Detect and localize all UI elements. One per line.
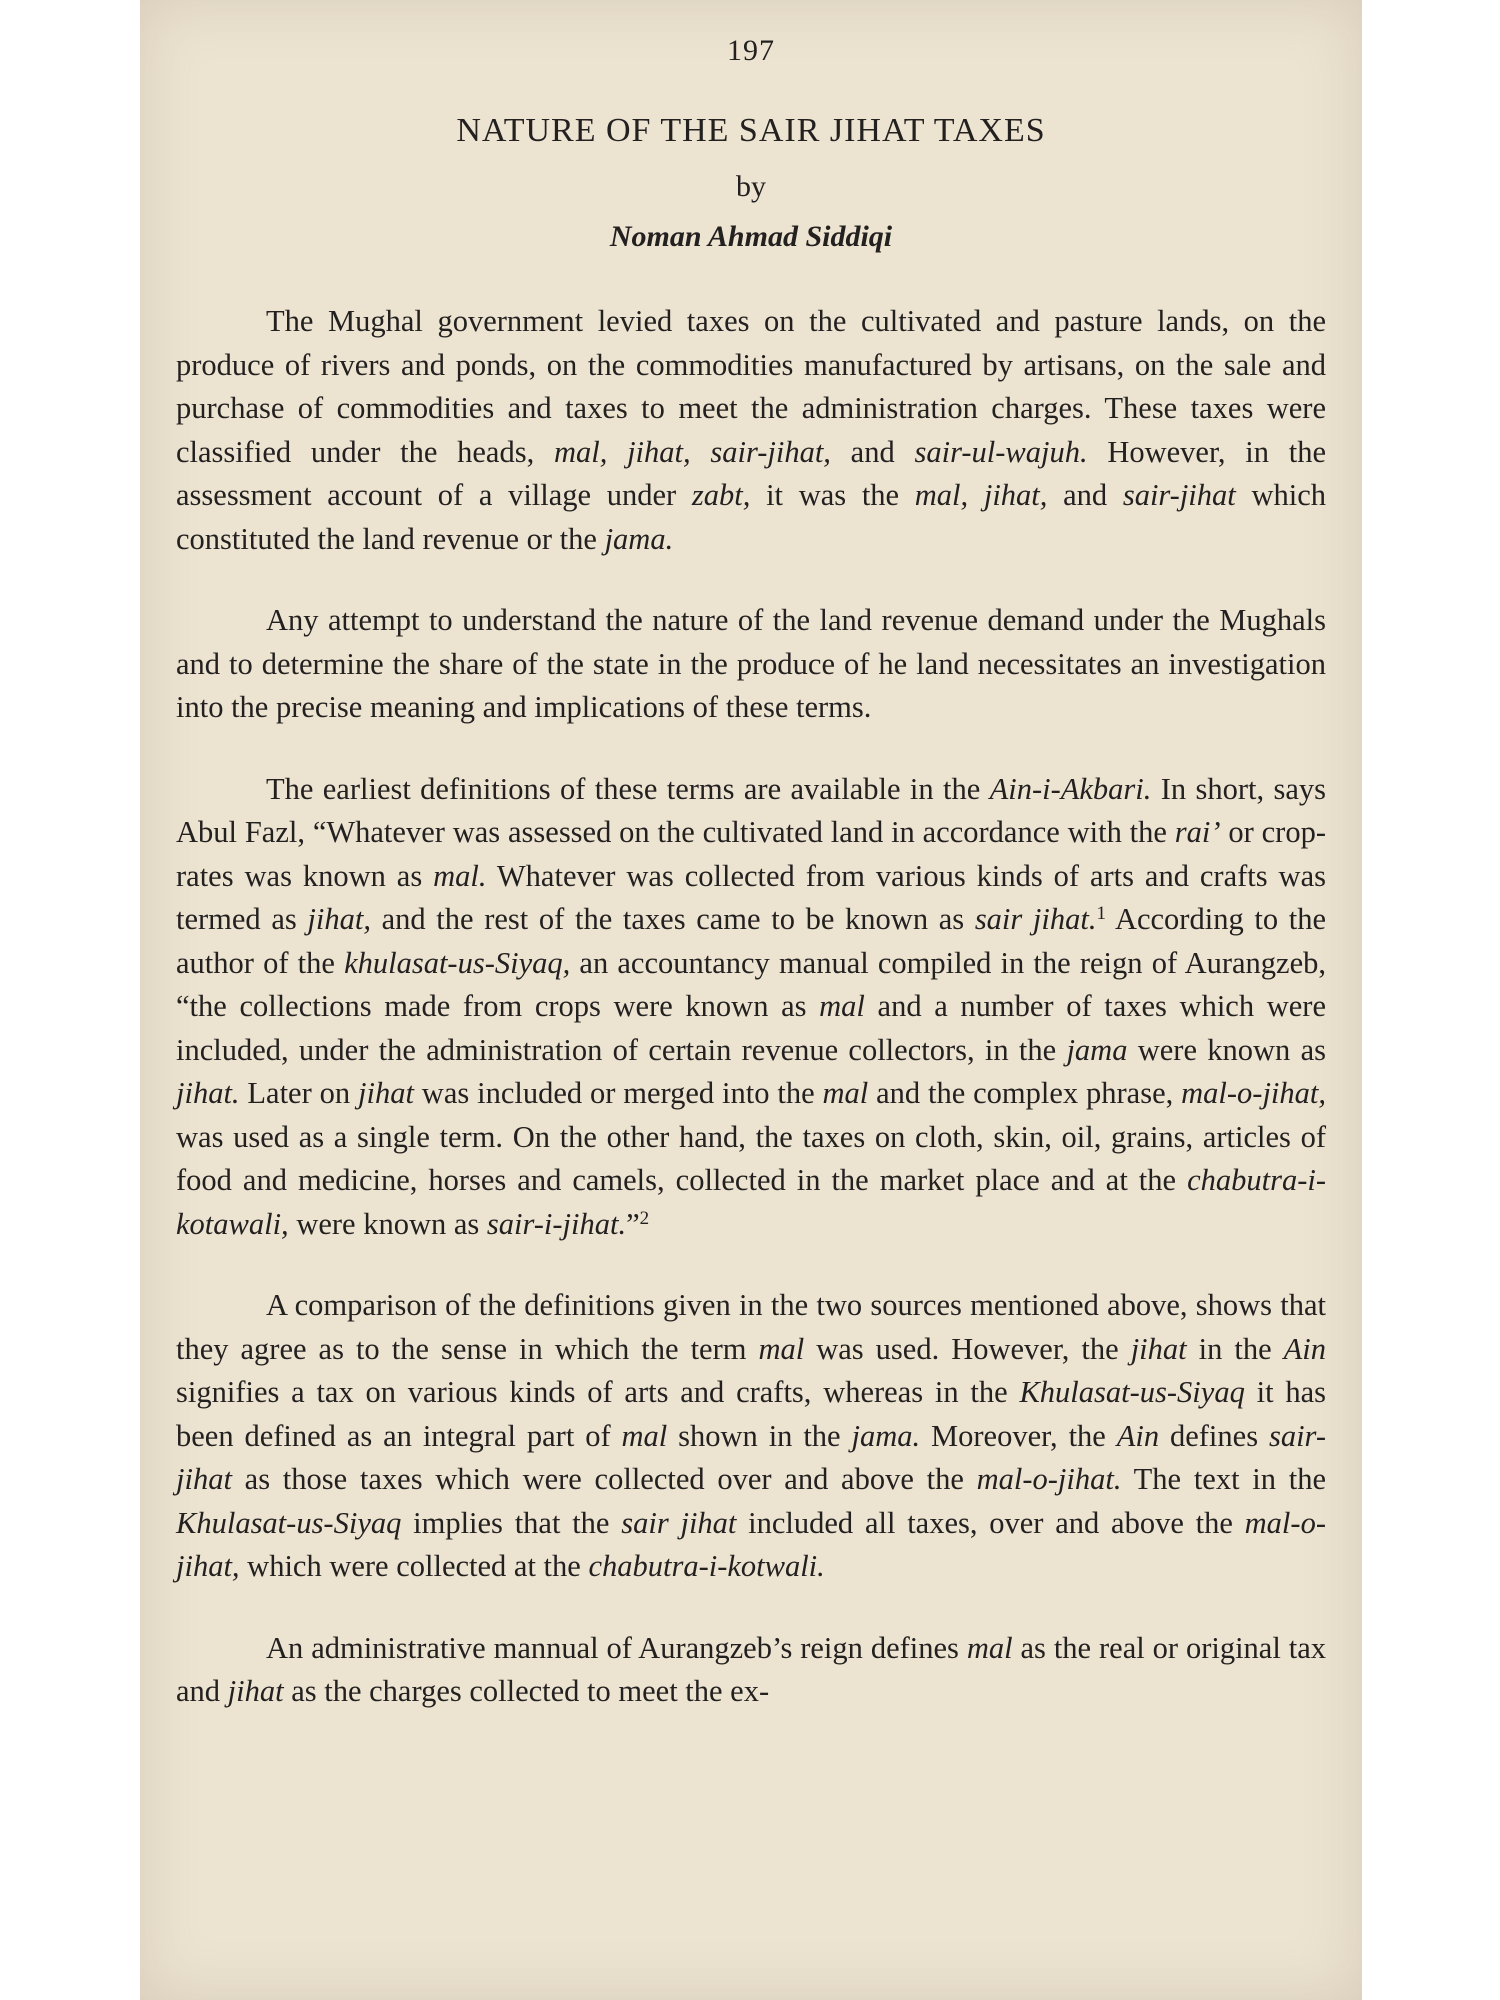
italic-term: jama. [851,1418,921,1453]
text-run: A comparison of the definitions given in the two sources mentioned above, shows that they agree as to the sense in which the term [176,1288,1326,1366]
text-run: The text in the [1121,1462,1326,1496]
text-run: and the complex phrase, [868,1076,1182,1110]
italic-term: jama [1066,1032,1128,1067]
italic-term: sair-jihat [176,1418,1326,1496]
text-run: In short, says Abul Fazl, “Whatever was assessed on the cultivated land in accordance with the [176,771,1327,849]
italic-term: sair-ul-wajuh. [914,434,1088,469]
text-run: Moreover, the [920,1418,1117,1453]
text-run: shown in the [667,1418,852,1453]
italic-term: chabutra-i-kotawali, [176,1163,1326,1241]
italic-term: sair jihat. [974,902,1097,936]
text-run: According to the author of the [176,902,1326,980]
page-number: 197 [727,34,775,67]
italic-term: Ain [1283,1331,1326,1366]
italic-term: sair-jihat [1122,478,1236,512]
text-run: Any attempt to understand the nature of the land revenue demand under the Mughals and to determine the share of the state in the produce of he land necessitates an investigation into the precise meaning and implications of these terms. [176,603,1326,724]
italic-term: sair jihat [621,1505,737,1540]
italic-term: jihat. [176,1076,240,1110]
text-run: and the rest of the taxes came to be known as [370,902,975,936]
footnote-marker: 1 [1096,903,1106,924]
text-run: The earliest definitions of these terms are available in the [266,771,990,806]
italic-term: chabutra-i-kotwali. [588,1549,825,1583]
italic-term: jihat [227,1674,284,1708]
text-run: implies that the [401,1505,622,1540]
italic-term: Khulasat-us-Siyaq [176,1505,402,1540]
paragraph [176,1627,1326,1714]
text-run: it has been defined as an integral part of [176,1375,1326,1453]
paragraph [176,1284,1326,1589]
article-title: NATURE OF THE SAIR JIHAT TAXES [456,112,1046,149]
italic-term: sair-i-jihat. [486,1206,627,1241]
text-run: and [1047,478,1123,512]
text-run: as those taxes which were collected over and above the [231,1462,977,1496]
italic-term: mal-o-jihat. [976,1462,1122,1496]
text-run: included all taxes, over and above the [736,1505,1245,1540]
text-run: was included or merged into the [413,1076,823,1110]
italic-term: rai’ [1174,815,1221,849]
text-run: was used as a single term. On the other hand, the taxes on cloth, skin, oil, grains, articles of food and medicine, horses and camels, collected in the market place and at the [176,1119,1326,1197]
text-run: as the charges collected to meet the ex- [283,1674,770,1708]
text-run: However, in the assessment account of a village under [176,434,1326,512]
text-run: was used. However, the [804,1331,1131,1366]
text-run: as the real or original tax and [176,1630,1326,1708]
text-run: in the [1186,1331,1284,1366]
italic-term: jama. [604,521,674,556]
text-run: an accountancy manual compiled in the reign of Aurangzeb, “the collections made from crops were known as [176,945,1326,1023]
paragraph [176,300,1326,561]
byline: by [736,170,766,203]
text-run: Later on [239,1076,358,1110]
text-run: and a number of taxes which were included, under the administration of certain revenue collectors, in the [176,989,1326,1067]
italic-term: Ain [1116,1418,1160,1453]
italic-term: jihat [1130,1331,1187,1366]
italic-term: mal [966,1630,1013,1665]
paragraph [176,768,1326,1247]
text-run: were known as [288,1206,487,1241]
book-page [140,0,1362,2000]
italic-term: mal, jihat, [914,478,1048,512]
italic-term: jihat, [307,902,371,936]
text-run: and [830,434,915,469]
text-run: defines [1159,1418,1269,1453]
italic-term: zabt, [691,478,751,512]
italic-term: khulasat-us-Siyaq, [344,945,571,980]
paragraph [176,599,1326,730]
text-run: An administrative mannual of Aurangzeb’s reign defines [266,1630,967,1665]
italic-term: mal-o-jihat, [1181,1076,1327,1110]
italic-term: Ain-i-Akbari. [989,771,1152,806]
text-run: or crop-rates was known as [176,815,1326,893]
text-run: were known as [1127,1032,1326,1067]
footnote-marker: 2 [639,1207,650,1229]
text-run: Whatever was collected from various kinds of arts and crafts was termed as [176,858,1326,936]
article-body [176,300,1326,1752]
text-run: which were collected at the [239,1549,589,1583]
italic-term: jihat [358,1076,414,1110]
text-run: signifies a tax on various kinds of arts and crafts, whereas in the [176,1375,1020,1409]
text-run: The Mughal government levied taxes on the cultivated and pasture lands, on the produce of rivers and ponds, on the commodities manufactured by artisans, on the sale and purchase of commodities and taxes to meet the administration charges. These taxes were classified under the heads, [176,304,1326,469]
italic-term: mal [758,1331,805,1366]
italic-term: mal, jihat, sair-jihat, [553,434,831,469]
italic-term: mal [621,1418,668,1453]
italic-term: mal [819,989,865,1023]
text-run: it was the [750,478,915,512]
text-run: ” [626,1206,640,1241]
italic-term: mal-o-jihat, [176,1505,1326,1583]
italic-term: Khulasat-us-Siyaq [1019,1375,1245,1409]
italic-term: mal. [433,858,487,893]
text-run: which constituted the land revenue or the [176,478,1326,556]
author-name: Noman Ahmad Siddiqi [609,220,893,253]
italic-term: mal [822,1076,869,1110]
